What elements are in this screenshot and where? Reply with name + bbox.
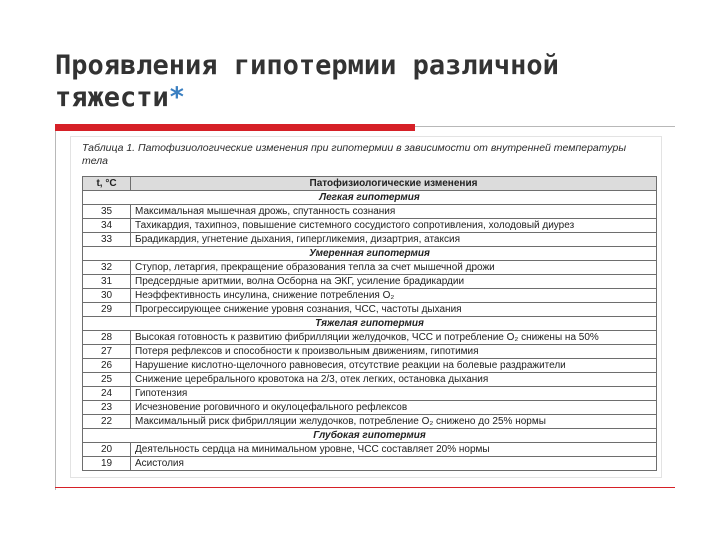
section-row (83, 247, 657, 261)
temperature-cell: 26 (83, 359, 131, 373)
changes-cell: Тахикардия, тахипноэ, повышение системного сосудистого сопротивления, холодовый диурез (131, 219, 657, 233)
table-row (83, 219, 657, 233)
table-row (83, 373, 657, 387)
temperature-cell: 34 (83, 219, 131, 233)
table-row (83, 289, 657, 303)
changes-cell: Прогрессирующее снижение уровня сознания, ЧСС, частоты дыхания (131, 303, 657, 317)
table-row (83, 443, 657, 457)
table-row (83, 359, 657, 373)
changes-cell: Нарушение кислотно-щелочного равновесия, отсутствие реакции на болевые раздражители (131, 359, 657, 373)
temperature-cell: 20 (83, 443, 131, 457)
title-asterisk: * (168, 82, 186, 113)
table-row (83, 415, 657, 429)
changes-cell: Снижение церебрального кровотока на 2/3, отек легких, остановка дыхания (131, 373, 657, 387)
changes-cell: Высокая готовность к развитию фибрилляции желудочков, ЧСС и потребление О₂ снижены на 50% (131, 331, 657, 345)
changes-cell: Ступор, летаргия, прекращение образования тепла за счет мышечной дрожи (131, 261, 657, 275)
temperature-cell: 22 (83, 415, 131, 429)
table-row (83, 233, 657, 247)
changes-cell: Деятельность сердца на минимальном уровне, ЧСС составляет 20% нормы (131, 443, 657, 457)
table-row (83, 401, 657, 415)
changes-cell: Гипотензия (131, 387, 657, 401)
temperature-cell: 31 (83, 275, 131, 289)
temperature-cell: 33 (83, 233, 131, 247)
left-divider (55, 131, 56, 490)
slide-title-text: Проявления гипотермии различной тяжести (55, 50, 559, 113)
section-title: Легкая гипотермия (83, 191, 657, 205)
temperature-cell: 24 (83, 387, 131, 401)
temperature-cell: 29 (83, 303, 131, 317)
temperature-cell: 28 (83, 331, 131, 345)
temperature-cell: 32 (83, 261, 131, 275)
section-title: Умеренная гипотермия (83, 247, 657, 261)
temperature-cell: 23 (83, 401, 131, 415)
bottom-divider (55, 487, 675, 488)
changes-cell: Исчезновение роговичного и окулоцефального рефлексов (131, 401, 657, 415)
changes-cell: Неэффективность инсулина, снижение потребления О₂ (131, 289, 657, 303)
table-caption: Таблица 1. Патофизиологические изменения при гипотермии в зависимости от внутренней температуры тела (82, 142, 627, 167)
section-title: Тяжелая гипотермия (83, 317, 657, 331)
changes-cell: Брадикардия, угнетение дыхания, гипергликемия, дизартрия, атаксия (131, 233, 657, 247)
section-row (83, 191, 657, 205)
section-title: Глубокая гипотермия (83, 429, 657, 443)
table-row (83, 331, 657, 345)
section-row (83, 429, 657, 443)
temperature-cell: 30 (83, 289, 131, 303)
changes-cell: Максимальный риск фибрилляции желудочков, потребление О₂ снижено до 25% нормы (131, 415, 657, 429)
changes-cell: Потеря рефлексов и способности к произвольным движениям, гипотимия (131, 345, 657, 359)
table-row (83, 205, 657, 219)
table-row (83, 345, 657, 359)
header-temp: t, °C (83, 177, 131, 191)
title-divider (415, 126, 675, 127)
table-row (83, 275, 657, 289)
table-body (83, 191, 657, 471)
table-header-row (83, 177, 657, 191)
table-row (83, 457, 657, 471)
temperature-cell: 25 (83, 373, 131, 387)
temperature-cell: 27 (83, 345, 131, 359)
slide-title (55, 50, 695, 114)
title-accent-bar (55, 124, 415, 131)
temperature-cell: 35 (83, 205, 131, 219)
hypothermia-table (82, 176, 657, 471)
table-row (83, 303, 657, 317)
header-changes: Патофизиологические изменения (131, 177, 657, 191)
table-row (83, 261, 657, 275)
changes-cell: Асистолия (131, 457, 657, 471)
changes-cell: Предсердные аритмии, волна Осборна на ЭКГ, усиление брадикардии (131, 275, 657, 289)
temperature-cell: 19 (83, 457, 131, 471)
changes-cell: Максимальная мышечная дрожь, спутанность сознания (131, 205, 657, 219)
table-row (83, 387, 657, 401)
section-row (83, 317, 657, 331)
